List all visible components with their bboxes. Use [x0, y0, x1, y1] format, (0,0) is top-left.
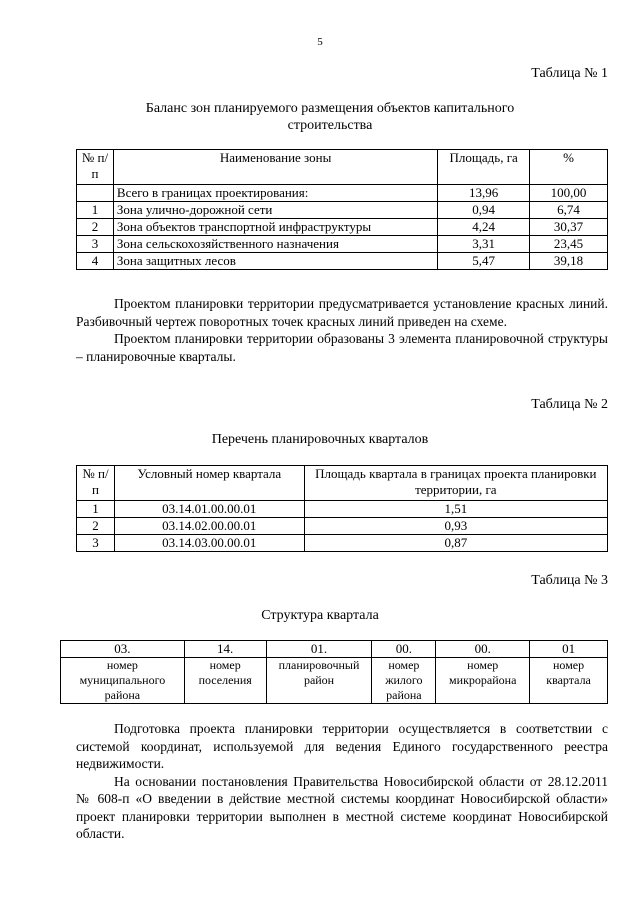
table3-caption: Таблица № 3	[531, 573, 608, 588]
label-block: номер квартала	[530, 658, 608, 704]
table-row	[77, 518, 608, 535]
code-residential-district: 00.	[372, 641, 436, 658]
table-row	[77, 202, 608, 219]
header-num: № п/п	[77, 466, 115, 501]
table-header-row	[77, 466, 608, 501]
row-percent: 6,74	[530, 202, 608, 219]
row-num: 1	[77, 501, 115, 518]
header-area: Площадь, га	[438, 150, 530, 185]
row-num: 3	[77, 535, 115, 552]
table1-title: Баланс зон планируемого размещения объектов капитального строительства	[145, 101, 515, 133]
row-num: 2	[77, 518, 115, 535]
label-microdistrict: номер микрорайона	[436, 658, 530, 704]
paragraph-red-lines	[76, 295, 608, 365]
structure-codes-row	[61, 641, 608, 658]
paragraph-text: Проектом планировки территории предусматривается установление красных линий. Разбивочный чертеж поворотных точек красных линий приведен на схеме.	[76, 296, 608, 329]
blocks-table	[76, 465, 608, 552]
code-settlement: 14.	[184, 641, 266, 658]
label-settlement: номер поселения	[184, 658, 266, 704]
row-area: 4,24	[438, 219, 530, 236]
paragraph-coordinates	[76, 720, 608, 843]
zone-balance-table	[76, 149, 608, 270]
paragraph-text: На основании постановления Правительства Новосибирской области от 28.12.2011 № 608-п «О введении в действие местной системы координат Новосибирской области» проект планировки территории выполнен в местной системе координат Новосибирской области.	[76, 773, 608, 841]
label-planning-district: планировочный район	[266, 658, 372, 704]
table-row	[77, 253, 608, 270]
row-zone: Зона объектов транспортной инфраструктуры	[113, 219, 437, 236]
row-code: 03.14.01.00.00.01	[114, 501, 304, 518]
row-num: 1	[77, 202, 114, 219]
paragraph-text: Подготовка проекта планировки территории осуществляется в соответствии с системой координат, используемой для ведения Единого государственного реестра недвижимости.	[76, 721, 608, 771]
row-num: 3	[77, 236, 114, 253]
row-area: 0,87	[304, 535, 607, 552]
row-num: 2	[77, 219, 114, 236]
total-label: Всего в границах проектирования:	[113, 185, 437, 202]
structure-labels-row	[61, 658, 608, 704]
row-percent: 30,37	[530, 219, 608, 236]
label-residential-district: номер жилого района	[372, 658, 436, 704]
row-zone: Зона сельскохозяйственного назначения	[113, 236, 437, 253]
total-area: 13,96	[438, 185, 530, 202]
code-block: 01	[530, 641, 608, 658]
label-district: номер муниципального района	[61, 658, 185, 704]
row-area: 1,51	[304, 501, 607, 518]
row-num: 4	[77, 253, 114, 270]
header-area: Площадь квартала в границах проекта планировки территории, га	[304, 466, 607, 501]
table1-caption: Таблица № 1	[531, 66, 608, 81]
header-percent: %	[530, 150, 608, 185]
row-area: 5,47	[438, 253, 530, 270]
row-area: 0,93	[304, 518, 607, 535]
code-district: 03.	[61, 641, 185, 658]
row-zone: Зона улично-дорожной сети	[113, 202, 437, 219]
code-microdistrict: 00.	[436, 641, 530, 658]
table-row	[77, 535, 608, 552]
table-row-total	[77, 185, 608, 202]
paragraph-text: Проектом планировки территории образованы 3 элемента планировочной структуры – планировочные кварталы.	[76, 331, 608, 364]
table-row	[77, 219, 608, 236]
row-area: 3,31	[438, 236, 530, 253]
table-row	[77, 236, 608, 253]
table3-title: Структура квартала	[261, 608, 379, 623]
header-code: Условный номер квартала	[114, 466, 304, 501]
code-planning-district: 01.	[266, 641, 372, 658]
table-header-row	[77, 150, 608, 185]
row-percent: 23,45	[530, 236, 608, 253]
row-area: 0,94	[438, 202, 530, 219]
block-structure-table	[60, 640, 608, 704]
table2-caption: Таблица № 2	[531, 397, 608, 412]
table-row	[77, 501, 608, 518]
header-num: № п/п	[77, 150, 114, 185]
row-percent: 39,18	[530, 253, 608, 270]
total-percent: 100,00	[530, 185, 608, 202]
table2-title: Перечень планировочных кварталов	[211, 432, 429, 447]
page-number: 5	[317, 36, 323, 48]
row-code: 03.14.03.00.00.01	[114, 535, 304, 552]
row-code: 03.14.02.00.00.01	[114, 518, 304, 535]
row-zone: Зона защитных лесов	[113, 253, 437, 270]
header-zone: Наименование зоны	[113, 150, 437, 185]
